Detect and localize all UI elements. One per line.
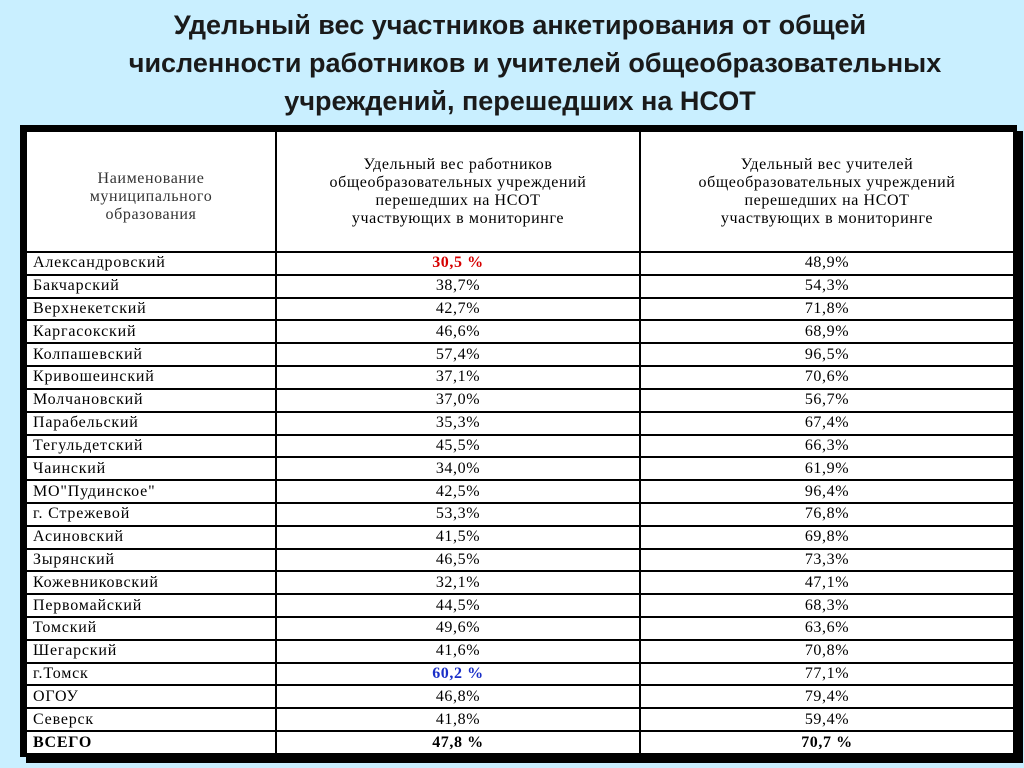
teachers-share: 68,3%: [640, 594, 1014, 617]
teachers-share: 67,4%: [640, 412, 1014, 435]
municipality-name: Асиновский: [26, 526, 276, 549]
header-workers-share: [276, 131, 640, 252]
header-municipality-line: образования: [105, 205, 197, 223]
table-row: [26, 503, 1014, 526]
teachers-share: 70,8%: [640, 640, 1014, 663]
municipality-name: Кожевниковский: [26, 571, 276, 594]
total-row: [26, 731, 1014, 754]
teachers-share: 59,4%: [640, 708, 1014, 731]
municipality-name: МО"Пудинское": [26, 480, 276, 503]
title-line-1: Удельный вес участников анкетирования от общей: [173, 10, 867, 40]
municipality-name: Парабельский: [26, 412, 276, 435]
teachers-share: 61,9%: [640, 457, 1014, 480]
table-row: [26, 366, 1014, 389]
header-teachers-line: участвующих в мониторинге: [720, 209, 934, 227]
table-row: [26, 389, 1014, 412]
municipality-name: Кривошеинский: [26, 366, 276, 389]
header-teachers-line: Удельный вес учителей: [740, 155, 914, 173]
table-row: [26, 571, 1014, 594]
teachers-share: 63,6%: [640, 617, 1014, 640]
municipality-name: Зырянский: [26, 549, 276, 572]
municipality-name: Тегульдетский: [26, 435, 276, 458]
workers-share: 32,1%: [276, 571, 640, 594]
workers-share-min: 30,5 %: [276, 252, 640, 275]
workers-share: 35,3%: [276, 412, 640, 435]
municipality-name: ОГОУ: [26, 685, 276, 708]
header-teachers-share: [640, 131, 1014, 252]
teachers-share: 56,7%: [640, 389, 1014, 412]
workers-share: 57,4%: [276, 343, 640, 366]
header-teachers-line: перешедших на НСОТ: [744, 191, 910, 209]
table-row: [26, 594, 1014, 617]
workers-share: 37,0%: [276, 389, 640, 412]
municipality-name: Северск: [26, 708, 276, 731]
workers-share: 45,5%: [276, 435, 640, 458]
workers-share: 46,6%: [276, 320, 640, 343]
municipality-name: Бакчарский: [26, 275, 276, 298]
workers-share: 37,1%: [276, 366, 640, 389]
participation-table: [25, 130, 1015, 755]
teachers-share: 79,4%: [640, 685, 1014, 708]
header-municipality: [26, 131, 276, 252]
workers-share: 42,7%: [276, 298, 640, 321]
table-row: [26, 298, 1014, 321]
workers-share: 44,5%: [276, 594, 640, 617]
table-row: [26, 480, 1014, 503]
municipality-name: Александровский: [26, 252, 276, 275]
teachers-share: 73,3%: [640, 549, 1014, 572]
municipality-name: Томский: [26, 617, 276, 640]
municipality-name: Шегарский: [26, 640, 276, 663]
table-row: [26, 685, 1014, 708]
table-row: [26, 663, 1014, 686]
workers-share: 34,0%: [276, 457, 640, 480]
teachers-share: 71,8%: [640, 298, 1014, 321]
teachers-share: 96,4%: [640, 480, 1014, 503]
header-row: [26, 131, 1014, 252]
table-row: [26, 549, 1014, 572]
table-row: [26, 435, 1014, 458]
municipality-name: Молчановский: [26, 389, 276, 412]
municipality-name: Верхнекетский: [26, 298, 276, 321]
table-row: [26, 708, 1014, 731]
workers-share: 49,6%: [276, 617, 640, 640]
teachers-share: 68,9%: [640, 320, 1014, 343]
workers-share: 42,5%: [276, 480, 640, 503]
header-workers-line: Удельный вес работников: [363, 155, 553, 173]
total-teachers-share: 70,7 %: [640, 731, 1014, 754]
data-table-frame: [20, 125, 1017, 757]
teachers-share: 54,3%: [640, 275, 1014, 298]
municipality-name: г. Стрежевой: [26, 503, 276, 526]
header-workers-line: общеобразовательных учреждений: [329, 173, 587, 191]
teachers-share: 76,8%: [640, 503, 1014, 526]
header-workers-line: перешедших на НСОТ: [375, 191, 541, 209]
workers-share: 41,5%: [276, 526, 640, 549]
municipality-name: г.Томск: [26, 663, 276, 686]
table-row: [26, 320, 1014, 343]
teachers-share: 77,1%: [640, 663, 1014, 686]
municipality-name: Колпашевский: [26, 343, 276, 366]
table-row: [26, 275, 1014, 298]
workers-share: 53,3%: [276, 503, 640, 526]
table-row: [26, 457, 1014, 480]
teachers-share: 66,3%: [640, 435, 1014, 458]
workers-share: 46,8%: [276, 685, 640, 708]
table-row: [26, 412, 1014, 435]
workers-share: 41,8%: [276, 708, 640, 731]
slide-title: [20, 6, 1020, 120]
table-row: [26, 617, 1014, 640]
teachers-share: 48,9%: [640, 252, 1014, 275]
municipality-name: Каргасокский: [26, 320, 276, 343]
workers-share: 41,6%: [276, 640, 640, 663]
municipality-name: Первомайский: [26, 594, 276, 617]
teachers-share: 96,5%: [640, 343, 1014, 366]
header-workers-line: участвующих в мониторинге: [351, 209, 565, 227]
table-row: [26, 252, 1014, 275]
municipality-name: Чаинский: [26, 457, 276, 480]
teachers-share: 47,1%: [640, 571, 1014, 594]
total-workers-share: 47,8 %: [276, 731, 640, 754]
table-row: [26, 640, 1014, 663]
teachers-share: 69,8%: [640, 526, 1014, 549]
header-municipality-line: муниципального: [89, 187, 213, 205]
header-municipality-line: Наименование: [97, 169, 205, 187]
workers-share-max: 60,2 %: [276, 663, 640, 686]
workers-share: 38,7%: [276, 275, 640, 298]
table-row: [26, 343, 1014, 366]
teachers-share: 70,6%: [640, 366, 1014, 389]
workers-share: 46,5%: [276, 549, 640, 572]
table-row: [26, 526, 1014, 549]
title-line-2: численности работников и учителей общеобразовательных: [128, 48, 942, 78]
title-line-3: учреждений, перешедших на НСОТ: [284, 86, 756, 116]
header-teachers-line: общеобразовательных учреждений: [698, 173, 956, 191]
total-label: ВСЕГО: [26, 731, 276, 754]
